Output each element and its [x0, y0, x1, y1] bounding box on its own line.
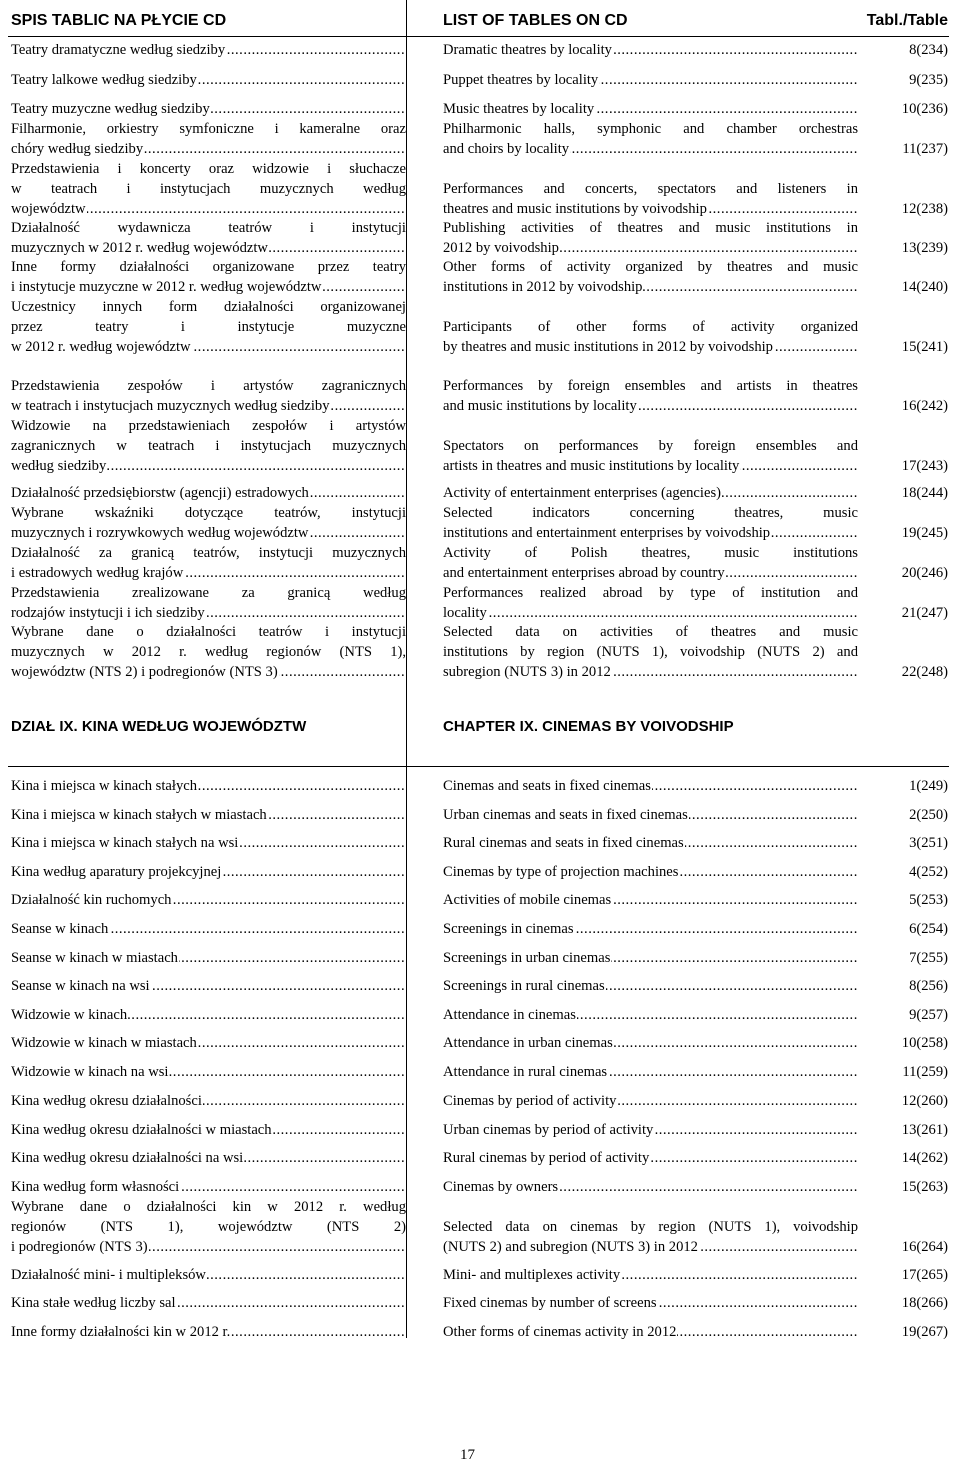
- entry-table-number: 8(234): [909, 42, 948, 58]
- entry-title-polish: [11, 417, 406, 476]
- entry-line: and entertainment enterprises abroad by country: [443, 564, 725, 581]
- entry-title-polish: [11, 41, 406, 61]
- entry-title-english: [443, 377, 858, 417]
- entry-title-polish: [11, 484, 406, 504]
- entry-title-english: [443, 258, 858, 298]
- entry-table-number: 13(239): [901, 239, 948, 256]
- entry-title-english: [443, 1092, 858, 1112]
- chapter-title-polish: DZIAŁ IX. KINA WEDŁUG WOJEWÓDZTW: [11, 718, 307, 735]
- entry-line: Wybrane dane o działalności kin w 2012 r. według: [11, 1199, 406, 1215]
- entry-title-english: [443, 806, 858, 826]
- entry-table-number: 16(264): [901, 1238, 948, 1255]
- entry-line: Widzowie w kinach w miastach: [11, 1035, 197, 1051]
- entry-line: Uczestnicy innych form działalności organizowanej: [11, 299, 406, 315]
- entry-line: Kina według okresu działalności w miastach: [11, 1122, 272, 1138]
- entry-title-polish: [11, 949, 406, 969]
- entry-line: i instytucje muzyczne w 2012 r. według województw: [11, 278, 322, 295]
- entry-title-polish: [11, 584, 406, 624]
- entry-line: Selected data on cinemas by region (NUTS 1), voivodship: [443, 1218, 858, 1235]
- entry-title-polish: [11, 1266, 406, 1286]
- entry-line: według siedziby: [11, 457, 107, 474]
- entry-line: Przedstawienia zespołów i artystów zagranicznych: [11, 378, 406, 394]
- entry-title-polish: [11, 160, 406, 219]
- entry-title-polish: [11, 863, 406, 883]
- entry-line: Działalność wydawnicza teatrów i instytucji: [11, 220, 406, 236]
- entry-line: Widzowie na przedstawieniach zespołów i artystów: [11, 418, 406, 434]
- entry-line: Teatry dramatyczne według siedziby: [11, 42, 226, 58]
- entry-table-number: 14(240): [901, 278, 948, 295]
- entry-table-number: 5(253): [909, 892, 948, 908]
- entry-line: and choirs by locality: [443, 140, 570, 157]
- entry-line: Teatry muzyczne według siedziby: [11, 101, 210, 117]
- entry-title-polish: [11, 258, 406, 298]
- entry-title-english: [443, 71, 858, 91]
- entry-title-polish: [11, 504, 406, 544]
- entry-table-number: 18(266): [901, 1295, 948, 1311]
- entry-line: subregion (NUTS 3) in 2012: [443, 663, 611, 680]
- entry-title-english: [443, 1198, 858, 1257]
- entry-title-english: [443, 484, 858, 504]
- entry-line: w teatrach i instytucjach muzycznych według: [11, 180, 406, 197]
- entry-line: Działalność przedsiębiorstw (agencji) estradowych: [11, 485, 309, 501]
- entry-line: Przedstawienia zrealizowane za granicą według: [11, 585, 406, 601]
- entry-title-english: [443, 1121, 858, 1141]
- entry-title-english: [443, 298, 858, 357]
- entry-line: Inne formy działalności kin w 2012 r.: [11, 1324, 231, 1340]
- entry-line: Screenings in urban cinemas: [443, 950, 611, 966]
- entry-table-number: 9(257): [909, 1007, 948, 1023]
- entry-title-polish: [11, 1121, 406, 1141]
- entry-title-english: [443, 1294, 858, 1314]
- entry-title-english: [443, 1323, 858, 1343]
- entry-line: w teatrach i instytucjach muzycznych według siedziby: [11, 397, 330, 414]
- entry-line: Activity of entertainment enterprises (agencies): [443, 485, 721, 501]
- entry-title-english: [443, 100, 858, 120]
- entry-line: Performances by foreign ensembles and artists in theatres: [443, 378, 858, 394]
- entry-title-polish: [11, 1294, 406, 1314]
- entry-table-number: 14(262): [901, 1150, 948, 1166]
- entry-title-english: [443, 1266, 858, 1286]
- entry-table-number: 22(248): [901, 663, 948, 680]
- entry-line: Urban cinemas by period of activity: [443, 1122, 654, 1138]
- entry-table-number: 1(249): [909, 778, 948, 794]
- entry-line: Attendance in urban cinemas: [443, 1035, 613, 1051]
- entry-line: 2012 by voivodship: [443, 239, 559, 256]
- entry-line: artists in theatres and music institutions by locality: [443, 457, 740, 474]
- entry-line: muzycznych i rozrywkowych według województw: [11, 524, 309, 541]
- entry-line: w 2012 r. według województw: [11, 338, 191, 355]
- entry-line: Activities of mobile cinemas: [443, 892, 612, 908]
- entry-table-number: 12(238): [901, 200, 948, 217]
- entry-title-english: [443, 977, 858, 997]
- entry-title-english: [443, 891, 858, 911]
- entry-line: Spectators on performances by foreign ensembles and: [443, 437, 858, 454]
- english-list-title: LIST OF TABLES ON CD: [443, 12, 628, 29]
- table-column-label: Tabl./Table: [866, 12, 948, 29]
- entry-title-english: [443, 504, 858, 544]
- entry-title-polish: [11, 377, 406, 417]
- entry-title-polish: [11, 1006, 406, 1026]
- entry-table-number: 2(250): [909, 807, 948, 823]
- entry-table-number: 19(267): [901, 1324, 948, 1340]
- entry-line: Seanse w kinach w miastach: [11, 950, 178, 966]
- entry-title-polish: [11, 100, 406, 120]
- entry-title-english: [443, 1006, 858, 1026]
- entry-table-number: 3(251): [909, 835, 948, 851]
- entry-table-number: 15(241): [901, 338, 948, 355]
- entry-line: Performances and concerts, spectators and listeners in: [443, 180, 858, 197]
- entry-title-english: [443, 1063, 858, 1083]
- column-divider: [406, 0, 407, 1338]
- entry-title-polish: [11, 544, 406, 584]
- entry-line: Philharmonic halls, symphonic and chamber orchestras: [443, 121, 858, 137]
- entry-line: (NUTS 2) and subregion (NUTS 3) in 2012: [443, 1238, 698, 1255]
- entry-title-english: [443, 1149, 858, 1169]
- entry-line: Filharmonie, orkiestry symfoniczne i kameralne oraz: [11, 121, 406, 137]
- entry-line: muzycznych w 2012 r. według regionów (NTS 1),: [11, 643, 406, 660]
- polish-list-title: SPIS TABLIC NA PŁYCIE CD: [11, 12, 227, 29]
- entry-line: zagranicznych w teatrach i instytucjach muzycznych: [11, 437, 406, 454]
- entry-title-polish: [11, 1063, 406, 1083]
- entry-title-english: [443, 920, 858, 940]
- entry-line: Publishing activities of theatres and music institutions in: [443, 220, 858, 236]
- entry-line: Cinemas by period of activity: [443, 1093, 617, 1109]
- entry-line: Inne formy działalności organizowane przez teatry: [11, 259, 406, 275]
- entry-table-number: 16(242): [901, 397, 948, 414]
- entry-line: Selected data on activities of theatres and music: [443, 624, 858, 640]
- entry-line: Selected indicators concerning theatres, music: [443, 505, 858, 521]
- entry-line: Widzowie w kinach na wsi: [11, 1064, 169, 1080]
- entry-line: Mini- and multiplexes activity: [443, 1267, 621, 1283]
- chapter-rule: [8, 766, 949, 767]
- entry-title-english: [443, 777, 858, 797]
- entry-line: theatres and music institutions by voivodship: [443, 200, 707, 217]
- entry-line: institutions by region (NUTS 1), voivodship (NUTS 2) and: [443, 643, 858, 660]
- entry-table-number: 8(256): [909, 978, 948, 994]
- entry-table-number: 10(258): [901, 1035, 948, 1051]
- entry-line: Cinemas and seats in fixed cinemas: [443, 778, 651, 794]
- entry-line: i estradowych według krajów: [11, 564, 184, 581]
- entry-line: Screenings in rural cinemas: [443, 978, 605, 994]
- entry-line: Rural cinemas and seats in fixed cinemas: [443, 835, 684, 851]
- entry-line: Wybrane dane o działalności teatrów i instytucji: [11, 624, 406, 640]
- entry-line: Performances realized abroad by type of institution and: [443, 585, 858, 601]
- entry-title-polish: [11, 777, 406, 797]
- entry-line: Music theatres by locality: [443, 101, 595, 117]
- entry-title-polish: [11, 891, 406, 911]
- entry-title-polish: [11, 834, 406, 854]
- entry-line: Attendance in rural cinemas: [443, 1064, 608, 1080]
- entry-title-polish: [11, 1198, 406, 1257]
- entry-line: Teatry lalkowe według siedziby: [11, 72, 197, 88]
- page-number: 17: [460, 1447, 475, 1463]
- entry-line: Other forms of activity organized by theatres and music: [443, 259, 858, 275]
- entry-title-english: [443, 834, 858, 854]
- entry-line: Wybrane wskaźniki dotyczące teatrów, instytucji: [11, 505, 406, 521]
- entry-table-number: 19(245): [901, 524, 948, 541]
- entry-line: Kina według form własności: [11, 1179, 180, 1195]
- entry-line: i podregionów (NTS 3): [11, 1238, 148, 1255]
- entry-table-number: 15(263): [901, 1179, 948, 1195]
- entry-title-polish: [11, 71, 406, 91]
- entry-table-number: 18(244): [901, 485, 948, 501]
- entry-title-polish: [11, 219, 406, 259]
- entry-table-number: 17(265): [901, 1267, 948, 1283]
- entry-line: Seanse w kinach: [11, 921, 109, 937]
- entry-title-polish: [11, 1034, 406, 1054]
- entry-line: chóry według siedziby: [11, 140, 144, 157]
- entry-title-polish: [11, 1149, 406, 1169]
- entry-line: Screenings in cinemas: [443, 921, 574, 937]
- entry-line: Participants of other forms of activity organized: [443, 318, 858, 335]
- entry-table-number: 7(255): [909, 950, 948, 966]
- entry-table-number: 6(254): [909, 921, 948, 937]
- entry-title-polish: [11, 1092, 406, 1112]
- entry-title-polish: [11, 623, 406, 682]
- entry-line: Puppet theatres by locality: [443, 72, 599, 88]
- entry-title-english: [443, 949, 858, 969]
- entry-title-english: [443, 1178, 858, 1198]
- entry-title-polish: [11, 1323, 406, 1343]
- entry-title-english: [443, 623, 858, 682]
- entry-line: Kina według aparatury projekcyjnej: [11, 864, 222, 880]
- entry-line: województw: [11, 200, 86, 217]
- entry-title-english: [443, 863, 858, 883]
- entry-line: Seanse w kinach na wsi: [11, 978, 150, 994]
- entry-line: locality: [443, 604, 487, 621]
- entry-table-number: 17(243): [901, 457, 948, 474]
- entry-line: Kina i miejsca w kinach stałych w miastach: [11, 807, 267, 823]
- entry-line: Cinemas by type of projection machines: [443, 864, 679, 880]
- entry-title-polish: [11, 806, 406, 826]
- entry-table-number: 13(261): [901, 1122, 948, 1138]
- entry-line: and music institutions by locality: [443, 397, 637, 414]
- entry-table-number: 20(246): [901, 564, 948, 581]
- entry-line: Działalność za granicą teatrów, instytucji muzycznych: [11, 545, 406, 561]
- entry-line: institutions in 2012 by voivodship: [443, 278, 643, 295]
- entry-title-english: [443, 41, 858, 61]
- entry-line: Działalność mini- i multipleksów: [11, 1267, 206, 1283]
- entry-line: Działalność kin ruchomych: [11, 892, 172, 908]
- entry-line: przez teatry i instytucje muzyczne: [11, 318, 406, 335]
- entry-title-english: [443, 584, 858, 624]
- entry-title-polish: [11, 1178, 406, 1198]
- entry-line: województw (NTS 2) i podregionów (NTS 3): [11, 663, 278, 680]
- entry-line: muzycznych w 2012 r. według województw: [11, 239, 268, 256]
- entry-title-english: [443, 1034, 858, 1054]
- entry-line: Widzowie w kinach: [11, 1007, 128, 1023]
- entry-title-polish: [11, 298, 406, 357]
- entry-title-english: [443, 417, 858, 476]
- entry-title-english: [443, 219, 858, 259]
- entry-table-number: 11(237): [902, 140, 948, 157]
- entry-line: rodzajów instytucji i ich siedziby: [11, 604, 205, 621]
- entry-table-number: 21(247): [901, 604, 948, 621]
- entry-line: Other forms of cinemas activity in 2012: [443, 1324, 677, 1340]
- entry-title-polish: [11, 977, 406, 997]
- entry-line: Fixed cinemas by number of screens: [443, 1295, 657, 1311]
- entry-title-polish: [11, 920, 406, 940]
- entry-line: Cinemas by owners: [443, 1179, 559, 1195]
- entry-table-number: 9(235): [909, 72, 948, 88]
- entry-line: Przedstawienia i koncerty oraz widzowie i słuchacze: [11, 161, 406, 177]
- entry-line: Attendance in cinemas: [443, 1007, 576, 1023]
- entry-line: Kina i miejsca w kinach stałych na wsi: [11, 835, 239, 851]
- entry-line: Dramatic theatres by locality: [443, 42, 612, 58]
- entry-table-number: 11(259): [902, 1064, 948, 1080]
- entry-line: Kina według okresu działalności: [11, 1093, 202, 1109]
- entry-table-number: 4(252): [909, 864, 948, 880]
- entry-title-english: [443, 120, 858, 160]
- entry-title-english: [443, 160, 858, 219]
- entry-line: regionów (NTS 1), województw (NTS 2): [11, 1218, 406, 1235]
- entry-line: Urban cinemas and seats in fixed cinemas: [443, 807, 688, 823]
- entry-line: institutions and entertainment enterprises by voivodship: [443, 524, 771, 541]
- header-rule: [8, 36, 949, 37]
- entry-table-number: 10(236): [901, 101, 948, 117]
- entry-line: Kina i miejsca w kinach stałych: [11, 778, 198, 794]
- entry-line: Rural cinemas by period of activity: [443, 1150, 650, 1166]
- chapter-title-english: CHAPTER IX. CINEMAS BY VOIVODSHIP: [443, 718, 734, 735]
- entry-table-number: 12(260): [901, 1093, 948, 1109]
- entry-line: Activity of Polish theatres, music institutions: [443, 545, 858, 561]
- entry-line: by theatres and music institutions in 2012 by voivodship: [443, 338, 773, 355]
- entry-line: Kina według okresu działalności na wsi: [11, 1150, 244, 1166]
- entry-line: Kina stałe według liczby sal: [11, 1295, 176, 1311]
- entry-title-polish: [11, 120, 406, 160]
- entry-title-english: [443, 544, 858, 584]
